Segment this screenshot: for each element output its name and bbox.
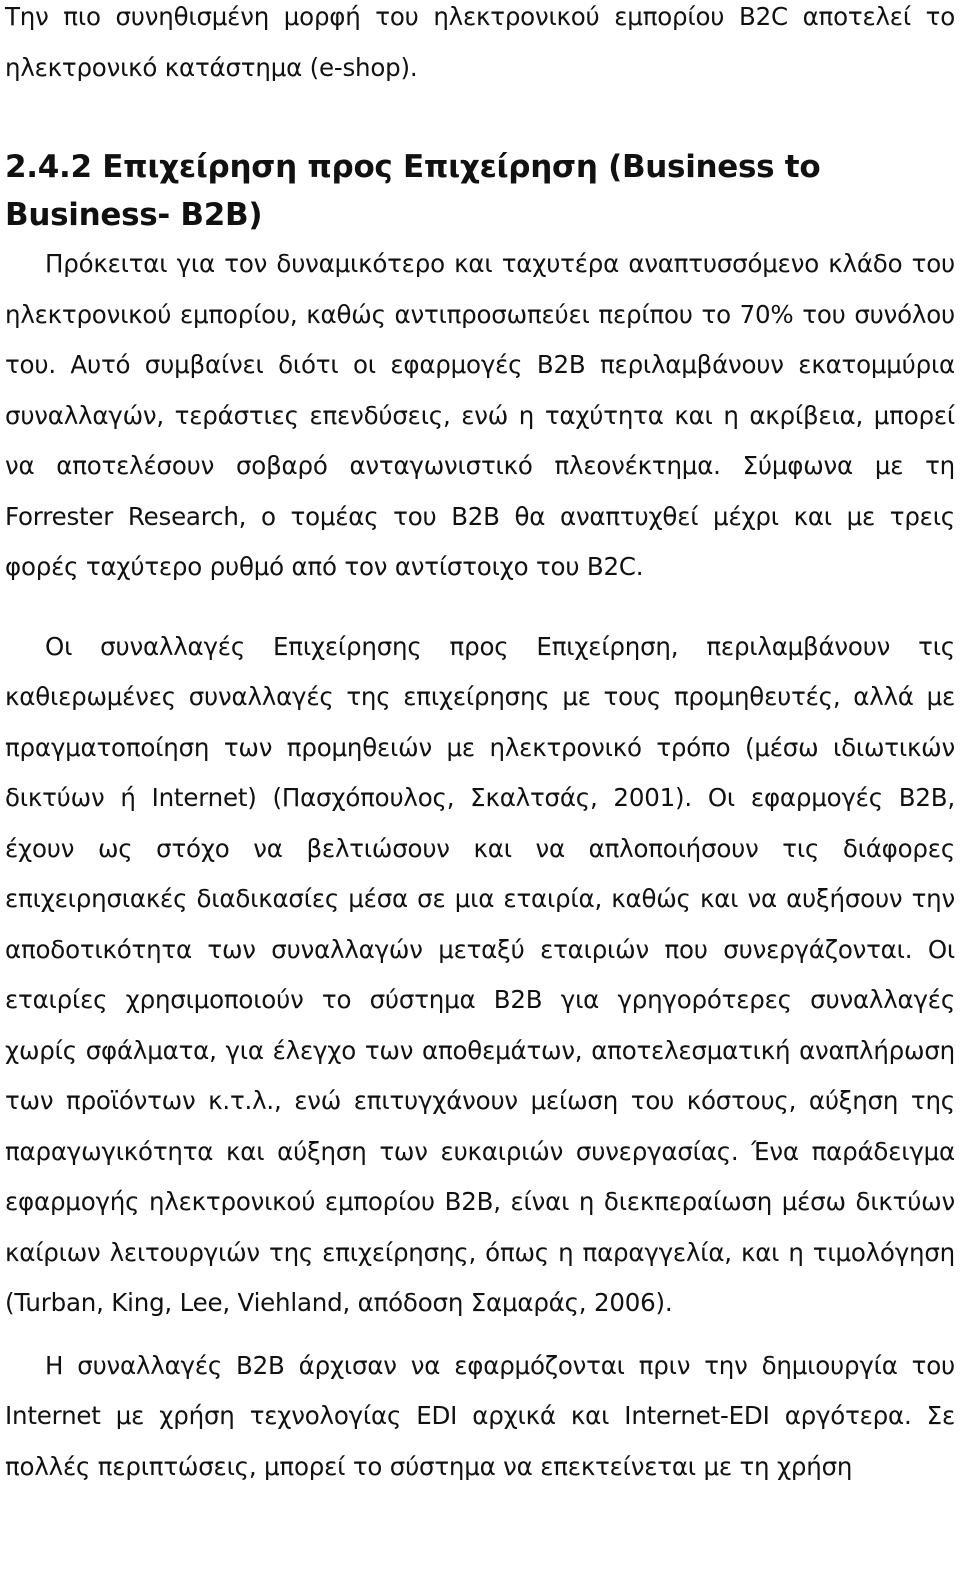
paragraph-spacer xyxy=(5,593,955,622)
body-paragraph-2: Οι συναλλαγές Επιχείρησης προς Επιχείρηση, περιλαμβάνουν τις καθιερωμένες συναλλαγές της επιχείρησης με τους προμηθευτές, αλλά με πραγματοποίηση των προμηθειών με ηλεκτρονικό τρόπο (μέσω ιδιωτικών δικτύων ή Internet) (Πασχόπουλος, Σκαλτσάς, 2001). Οι εφαρμογές B2B, έχουν ως στόχο να βελτιώσουν και να απλοποιήσουν τις διάφορες επιχειρησιακές διαδικασίες μέσα σε μια εταιρία, καθώς και να αυξήσουν την αποδοτικότητα των συναλλαγών μεταξύ εταιριών που συνεργάζονται. Οι εταιρίες χρησιμοποιούν το σύστημα B2B για γρηγορότερες συναλλαγές χωρίς σφάλματα, για έλεγχο των αποθεμάτων, αποτελεσματική αναπλήρωση των προϊόντων κ.τ.λ., ενώ επιτυγχάνουν μείωση του κόστους, αύξηση της παραγωγικότητα και αύξηση των ευκαιριών συνεργασίας. Ένα παράδειγμα εφαρμογής ηλεκτρονικού εμπορίου B2B, είναι η διεκπεραίωση μέσω δικτύων καίριων λειτουργιών της επιχείρησης, όπως η παραγγελία, και η τιμολόγηση (Turban, King, Lee, Viehland, απόδοση Σαμαράς, 2006). xyxy=(5,631,955,1317)
intro-paragraph: Την πιο συνηθισμένη μορφή του ηλεκτρονικού εμπορίου B2C αποτελεί το ηλεκτρονικό κατάστημα (e-shop). xyxy=(5,2,955,82)
paragraph-spacer xyxy=(5,1329,955,1341)
section-heading: 2.4.2 Επιχείρηση προς Επιχείρηση (Business to Business- B2B) xyxy=(5,149,821,233)
body-paragraph-1: Πρόκειται για τον δυναμικότερο και ταχυτέρα αναπτυσσόμενο κλάδο του ηλεκτρονικού εμπορίου, καθώς αντιπροσωπεύει περίπου το 70% του συνόλου του. Αυτό συμβαίνει διότι οι εφαρμογές B2B περιλαμβάνουν εκατομμύρια συναλλαγών, τεράστιες επενδύσεις, ενώ η ταχύτητα και η ακρίβεια, μπορεί να αποτελέσουν σοβαρό ανταγωνιστικό πλεονέκτημα. Σύμφωνα με τη Forrester Research, ο τομέας του B2B θα αναπτυχθεί μέχρι και με τρεις φορές ταχύτερο ρυθμό από τον αντίστοιχο του B2C. xyxy=(5,249,955,581)
body-paragraph-3: Η συναλλαγές B2B άρχισαν να εφαρμόζονται πριν την δημιουργία του Internet με χρήση τεχνολογίας EDI αρχικά και Internet-EDI αργότερα. Σε πολλές περιπτώσεις, μπορεί το σύστημα να επεκτείνεται με τη χρήση xyxy=(5,1350,955,1481)
document-page xyxy=(5,0,955,1492)
